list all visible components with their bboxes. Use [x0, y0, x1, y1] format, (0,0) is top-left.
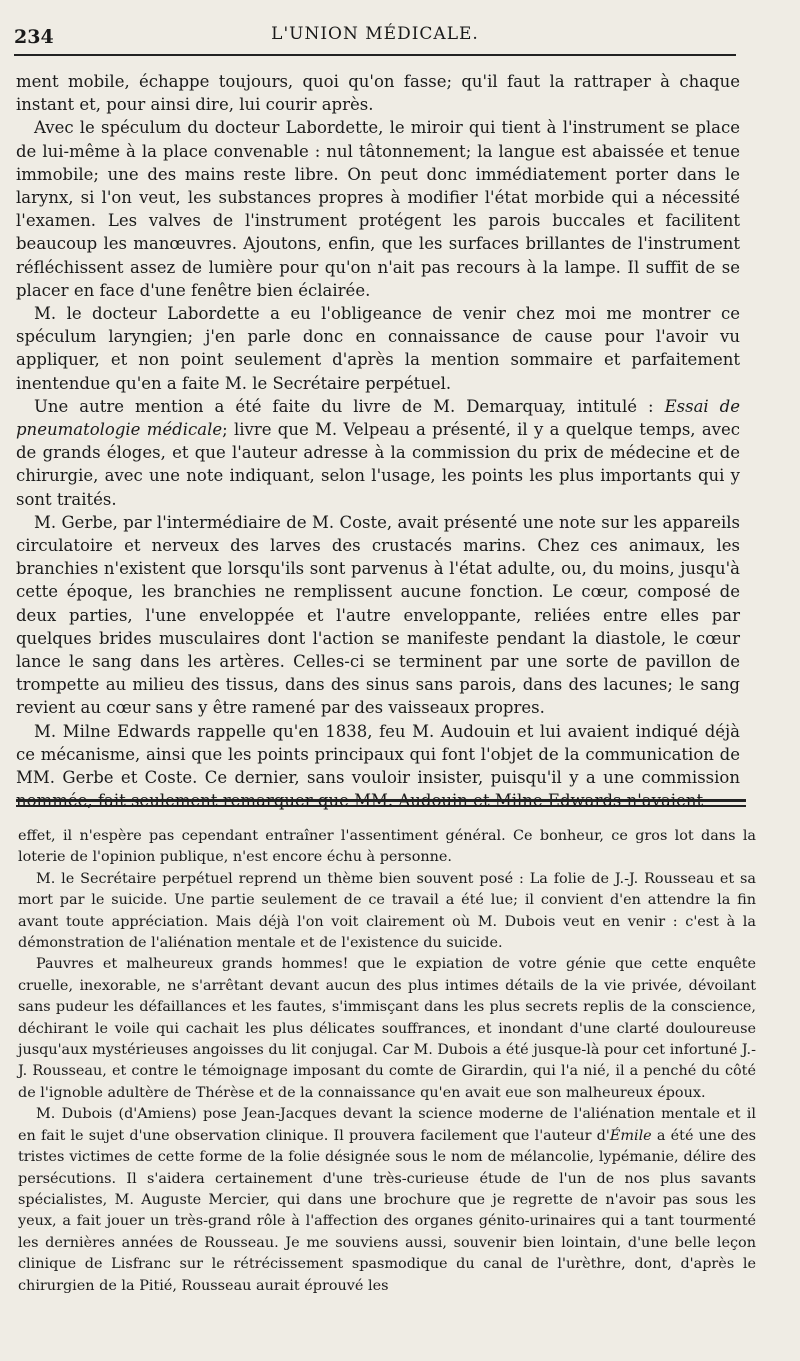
paragraph-text: ; livre que M. Velpeau a présenté, il y a quelque temps, avec de grands éloges, et que l'auteur adresse à la commission du prix de médecine et de chirurgie, avec une note indiquant, selon l'usage, les points les plus importants qui y sont traités. — [16, 420, 740, 509]
paragraph: M. le Secrétaire perpétuel reprend un thème bien souvent posé : La folie de J.-J. Rousseau et sa mort par le suicide. Une partie seulement de ce travail a été lue; il convient d'en attendre la fin avant toute appréciation. Mais déjà l'on voit clairement où M. Dubois veut en venir : c'est à la démonstration de l'aliénation mentale et de l'existence du suicide. — [18, 870, 756, 952]
paragraph: Pauvres et malheureux grands hommes! que le expiation de votre génie que cette enquête cruelle, inexorable, ne s'arrêtant devant aucun des plus intimes détails de la vie privée, dévoilant sans pudeur les défaillances et les fautes, s'immisçant dans les plus secrets replis de la conscience, déchirant le voile qui cachait les plus délicates souffrances, et inondant d'une clarté douloureuse jusqu'aux mystérieuses angoisses du lit conjugal. Car M. Dubois a été jusque-là pour cet infortuné J.-J. Rousseau, et contre le témoignage imposant du comte de Girardin, qui l'a nié, il a penché du côté de l'ignoble adultère de Thérèse et de la connaissance qu'en avait eue son malheureux époux. — [18, 956, 756, 1101]
paragraph: effet, il n'espère pas cependant entraîner l'assentiment général. Ce bonheur, ce gros lot dans la loterie de l'opinion publique, n'est encore échu à personne. — [18, 828, 756, 866]
section-divider — [16, 799, 746, 809]
paragraph: M. Milne Edwards rappelle qu'en 1838, feu M. Audouin et lui avaient indiqué déjà ce mécanisme, ainsi que les points principaux qui font l'objet de la communication de MM. Gerbe et Coste. Ce dernier, sans vouloir insister, puisqu'il y a une commission — [16, 721, 740, 788]
feuilleton-text — [18, 826, 756, 1297]
book-title: Émile — [609, 1127, 652, 1144]
paragraph — [18, 1104, 756, 1297]
paragraph: ment mobile, échappe toujours, quoi qu'on fasse; qu'il faut la rattraper à chaque instant et, pour ainsi dire, lui courir après. — [16, 72, 740, 115]
paragraph: M. le docteur Labordette a eu l'obligeance de venir chez moi me montrer ce spéculum laryngien; j'en parle donc en connaissance de cause pour l'avoir vu appliquer, et non point seulement d'après la mention sommaire et parfaitement inentendue qu'en a faite M. le Secrétaire perpétuel. — [16, 304, 740, 393]
page-header — [14, 22, 736, 56]
paragraph-text: M. Dubois (d'Amiens) pose Jean-Jacques devant la science moderne de l'aliénation mentale et il en fait le sujet d'une observation clinique. Il prouvera facilement que l'auteur d' — [18, 1106, 756, 1144]
running-title: L'UNION MÉDICALE. — [271, 24, 479, 44]
divider-rule — [16, 799, 746, 802]
book-title: Essai de pneumatologie médicale — [16, 396, 740, 440]
divider-rule — [16, 805, 746, 807]
paragraph — [16, 395, 740, 511]
paragraph-text: a été une des tristes victimes de cette forme de la folie désignée sous le nom de mélancolie, lypémanie, délire des persécutions. Il s'aidera certainement d'une très-curieuse étude de l'un de nos plus savants spécialistes, M. Auguste Mercier, qui dans une brochure que je regrette de n'avoir pas sous les yeux, a fait jouer un très-grand rôle à l'affection des organes génito-urinaires qui a tant tourmenté les dernières années de Rousseau. Je me souviens aussi, souvenir bien lointain, d'une belle leçon clinique de Lisfranc sur le rétrécissement spasmodique du canal de l'urèthre, dont, d'après le chirurgien de la Pitié, Rousseau aurait éprouvé les — [18, 1127, 756, 1294]
page-number: 234 — [14, 26, 54, 48]
paragraph: M. Gerbe, par l'intermédiaire de M. Coste, avait présenté une note sur les appareils circulatoire et nerveux des larves des crustacés marins. Chez ces animaux, les branchies n'existent que lorsqu'ils sont parvenus à l'état adulte, ou, du moins, jusqu'à cette époque, les branchies ne remplissent aucune fonction. Le cœur, composé de deux parties, l'une enveloppée et l'autre enveloppante, reliées entre elles par quelques brides musculaires dont l'action se manifeste pendant la diastole, le cœur lance le sang dans les artères. Celles-ci se terminent par une sorte de pavillon de trompette au milieu des tissus, dans des sinus sans parois, dans des lacunes; le sang revient au cœur sans y être ramené par des vaisseaux propres. — [16, 512, 740, 718]
main-article-text — [16, 70, 740, 813]
paragraph-text: Une autre mention a été faite du livre de M. Demarquay, intitulé : — [34, 396, 665, 416]
paragraph: Avec le spéculum du docteur Labordette, le miroir qui tient à l'instrument se place de lui-même à la place convenable : nul tâtonnement; la langue est abaissée et tenue immobile; une des mains reste libre. On peut donc immédiatement porter dans le larynx, si l'on veut, les substances propres à modifier l'état morbide qui a nécessité l'examen. Les valves de l'instrument protégent les parois buccales et facilitent beaucoup les manœuvres. Ajoutons, enfin, que les surfaces brillantes de l'instrument réfléchissent assez de lumière pour qu'on n'ait pas recours à la lampe. Il suffit de se placer en face d'une fenêtre bien éclairée. — [16, 118, 740, 300]
